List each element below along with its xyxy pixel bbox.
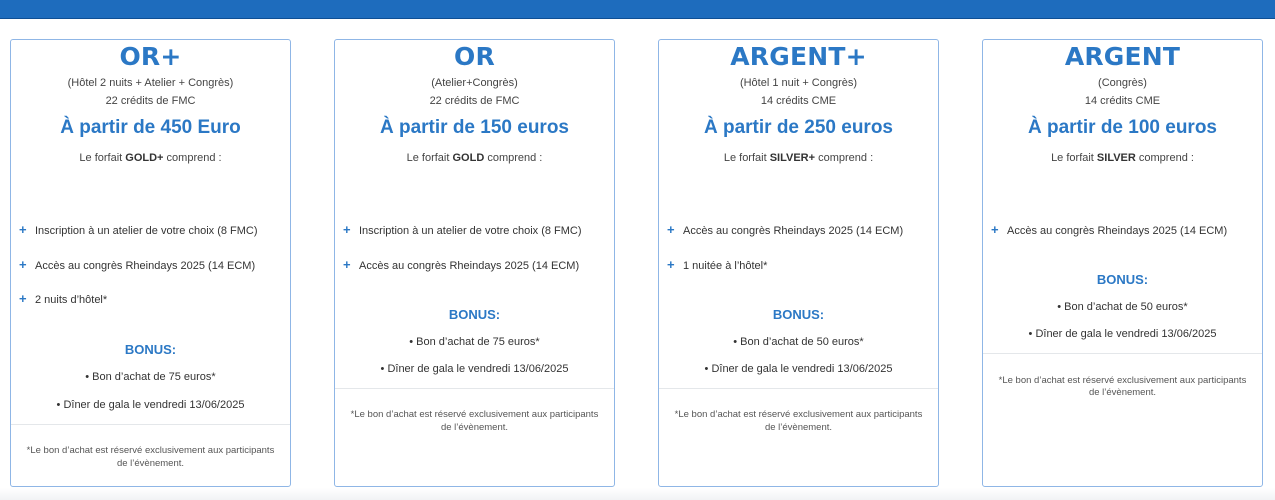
plus-icon: +: [667, 222, 675, 237]
pricing-card-argent-plus: [658, 39, 939, 487]
feature-item: + Inscription à un atelier de votre choix (8 FMC): [343, 222, 582, 237]
plus-icon: +: [991, 222, 999, 237]
forfait-name: GOLD: [452, 152, 485, 164]
feature-item: + 1 nuitée à l’hôtel*: [667, 257, 768, 272]
divider: [983, 353, 1262, 354]
pricing-card-argent: [982, 39, 1263, 487]
card-subtitle: (Atelier+Congrès): [431, 77, 518, 89]
card-subtitle: (Hôtel 1 nuit + Congrès): [739, 77, 858, 89]
pricing-card-or-plus: [10, 39, 291, 487]
divider: [11, 424, 290, 425]
card-price: À partir de 450 Euro: [60, 117, 241, 138]
footnote-line: de l’évènement.: [764, 422, 833, 433]
bonus-item: • Dîner de gala le vendredi 13/06/2025: [704, 363, 893, 375]
forfait-name: SILVER: [1096, 152, 1136, 164]
footnote-line: de l’évènement.: [440, 422, 509, 433]
card-credits: 22 crédits de FMC: [105, 95, 196, 107]
footnote-line: de l’évènement.: [1088, 387, 1157, 398]
bonus-item: • Dîner de gala le vendredi 13/06/2025: [380, 363, 569, 375]
plus-icon: +: [19, 291, 27, 306]
forfait-description: Le forfait GOLD+ comprend :: [79, 152, 222, 164]
card-credits: 14 crédits CME: [1084, 95, 1161, 107]
pricing-card-or: [334, 39, 615, 487]
bonus-title: BONUS:: [448, 307, 501, 322]
plus-icon: +: [667, 257, 675, 272]
plus-icon: +: [19, 257, 27, 272]
card-subtitle: (Congrès): [1098, 77, 1147, 89]
footnote-line: *Le bon d’achat est réservé exclusivement aux participants: [998, 375, 1247, 386]
forfait-description: Le forfait SILVER comprend :: [1051, 152, 1194, 164]
bonus-item: • Bon d’achat de 75 euros*: [409, 336, 540, 348]
card-price: À partir de 150 euros: [379, 117, 570, 138]
bonus-item: • Bon d’achat de 75 euros*: [85, 371, 216, 383]
plus-icon: +: [343, 222, 351, 237]
feature-item: + Accès au congrès Rheindays 2025 (14 ECM): [991, 222, 1228, 237]
plus-icon: +: [343, 257, 351, 272]
feature-item: + 2 nuits d’hôtel*: [19, 291, 108, 306]
divider: [335, 388, 614, 389]
bonus-title: BONUS:: [1096, 272, 1149, 287]
feature-item: + Inscription à un atelier de votre choix (8 FMC): [19, 222, 258, 237]
feature-item: + Accès au congrès Rheindays 2025 (14 ECM): [343, 257, 580, 272]
forfait-name: GOLD+: [125, 152, 164, 164]
card-price: À partir de 250 euros: [703, 117, 894, 138]
divider: [659, 388, 938, 389]
bonus-item: • Bon d’achat de 50 euros*: [1057, 301, 1188, 313]
forfait-description: Le forfait SILVER+ comprend :: [723, 152, 874, 164]
forfait-name: SILVER+: [769, 152, 816, 164]
footnote-line: de l’évènement.: [116, 458, 185, 469]
top-banner: [0, 0, 1275, 19]
card-subtitle: (Hôtel 2 nuits + Atelier + Congrès): [67, 77, 234, 89]
card-credits: 14 crédits CME: [760, 95, 837, 107]
bonus-title: BONUS:: [124, 342, 177, 357]
card-credits: 22 crédits de FMC: [429, 95, 520, 107]
bonus-item: • Bon d’achat de 50 euros*: [733, 336, 864, 348]
card-price: À partir de 100 euros: [1027, 117, 1218, 138]
feature-item: + Accès au congrès Rheindays 2025 (14 ECM): [19, 257, 256, 272]
card-title: OR+: [119, 42, 182, 71]
plus-icon: +: [19, 222, 27, 237]
bottom-edge: [0, 488, 1275, 500]
bonus-title: BONUS:: [772, 307, 825, 322]
feature-item: + Accès au congrès Rheindays 2025 (14 ECM): [667, 222, 904, 237]
card-title: ARGENT: [1064, 42, 1181, 71]
footnote-line: *Le bon d’achat est réservé exclusivement aux participants: [350, 409, 599, 420]
footnote-line: *Le bon d’achat est réservé exclusivement aux participants: [674, 409, 923, 420]
footnote-line: *Le bon d’achat est réservé exclusivement aux participants: [26, 445, 275, 456]
card-title: ARGENT+: [730, 42, 867, 71]
card-title: OR: [454, 42, 495, 71]
bonus-item: • Dîner de gala le vendredi 13/06/2025: [56, 399, 245, 411]
forfait-description: Le forfait GOLD comprend :: [406, 152, 543, 164]
bonus-item: • Dîner de gala le vendredi 13/06/2025: [1028, 328, 1217, 340]
